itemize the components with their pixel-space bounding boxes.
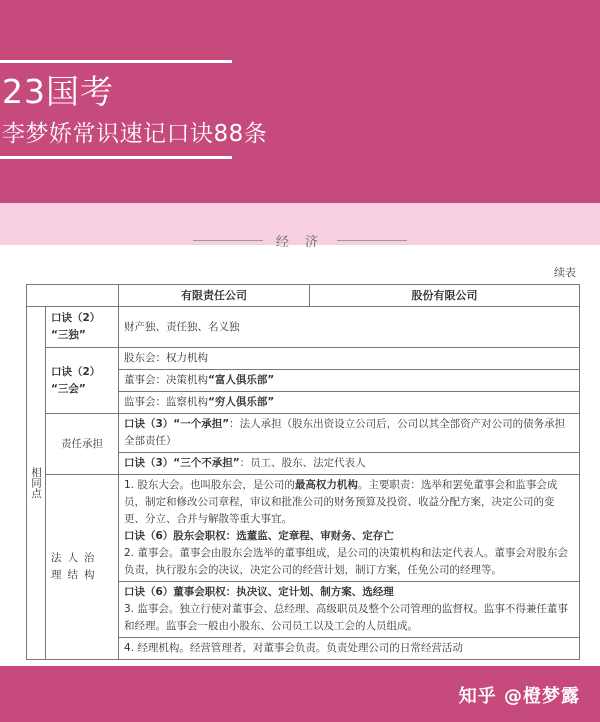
sub-label-line: 口诀（2） (51, 312, 101, 324)
content-text: 。主要职责：选举和罢免董事会和监事会成员，制定和修改公司章程，审议和批准公司的财务预算及投资、收益分配方案，决定公司的变更、分立、合并与解散等重大事宜。 (124, 479, 558, 525)
col-header-llc: 有限责任公司 (119, 285, 310, 307)
header-blank-cell (27, 285, 119, 307)
mnemonic-line: 口诀（6）董事会职权：执决议、定计划、制方案、选经理 (124, 586, 394, 598)
sub-label-zhili: 法人治理结构 (46, 475, 119, 660)
content-emphasis: 口诀（3）“一个承担” (124, 418, 230, 430)
table-header-row (27, 285, 580, 307)
content-paragraph: 2. 董事会。董事会由股东会选举的董事组成，是公司的决策机构和法定代表人。董事会对股东会负责，执行股东会的决议，决定公司的经营计划，制订方案，任免公司的经理等。 (124, 547, 568, 576)
section-rule-right (337, 240, 407, 241)
watermark: 知乎 @橙梦露 (458, 686, 580, 707)
sub-label-zeren: 责任承担 (46, 414, 119, 475)
comparison-table (26, 284, 580, 660)
table-row (27, 475, 580, 582)
content-line (119, 414, 580, 453)
section-heading-text: 经 济 (275, 235, 325, 250)
category-cell (27, 307, 46, 660)
continued-label: 续表 (554, 266, 576, 279)
table-row (27, 348, 580, 370)
col-header-jsc: 股份有限公司 (310, 285, 580, 307)
content-line (119, 392, 580, 414)
content-block (119, 638, 580, 660)
table-row (27, 307, 580, 348)
section-rule-left (193, 240, 263, 241)
section-heading (0, 230, 600, 252)
content-line (119, 370, 580, 392)
content-line (119, 348, 580, 370)
content-paragraph (124, 477, 574, 528)
content-emphasis: “穷人俱乐部” (208, 396, 275, 408)
content-text: 1. 股东大会。也叫股东会，是公司的 (124, 479, 295, 491)
content-emphasis: “富人俱乐部” (208, 374, 275, 386)
content-emphasis: 最高权力机构 (294, 479, 358, 491)
content-text: 监事会：监察机构 (124, 396, 208, 408)
content-text: 股东会：权力机构 (124, 352, 208, 364)
content-text: ：员工、股东、法定代表人 (239, 457, 366, 469)
content-paragraph: 3. 监事会。独立行使对董事会、总经理、高级职员及整个公司管理的监督权。监事不得兼任董事和经理。监事会一般由小股东、公司员工以及工会的人员组成。 (124, 603, 568, 632)
header-banner (0, 0, 600, 203)
header-rule-top (0, 60, 232, 63)
mnemonic-line: 口诀（6）股东会职权：选董监、定章程、审财务、定存亡 (124, 530, 394, 542)
header-rule-bottom (0, 156, 232, 159)
content-paragraph: 4. 经理机构。经营管理者，对董事会负责。负责处理公司的日常经营活动 (124, 642, 463, 654)
content-block (119, 582, 580, 638)
category-label: 相同点 (30, 467, 42, 499)
sub-label-sanhui (46, 348, 119, 414)
sub-label-sandu (46, 307, 119, 348)
content-text: ：法人承担（股东出资设立公司后，公司以其全部资产对公司的债务承担全部责任） (124, 418, 566, 447)
content-sandu: 财产独、责任独、名义独 (119, 307, 580, 348)
page-title: 23国考 (2, 72, 114, 111)
content-line (119, 453, 580, 475)
content-block (119, 475, 580, 582)
content-emphasis: 口诀（3）“三个不承担” (124, 457, 240, 469)
sub-label-line: “三会” (51, 382, 86, 395)
sub-label-line: 口诀（2） (51, 365, 101, 378)
table-row (27, 414, 580, 453)
content-text: 董事会：决策机构 (124, 374, 208, 386)
page-subtitle: 李梦娇常识速记口诀88条 (2, 121, 268, 147)
sub-label-line: “三独” (51, 329, 86, 341)
